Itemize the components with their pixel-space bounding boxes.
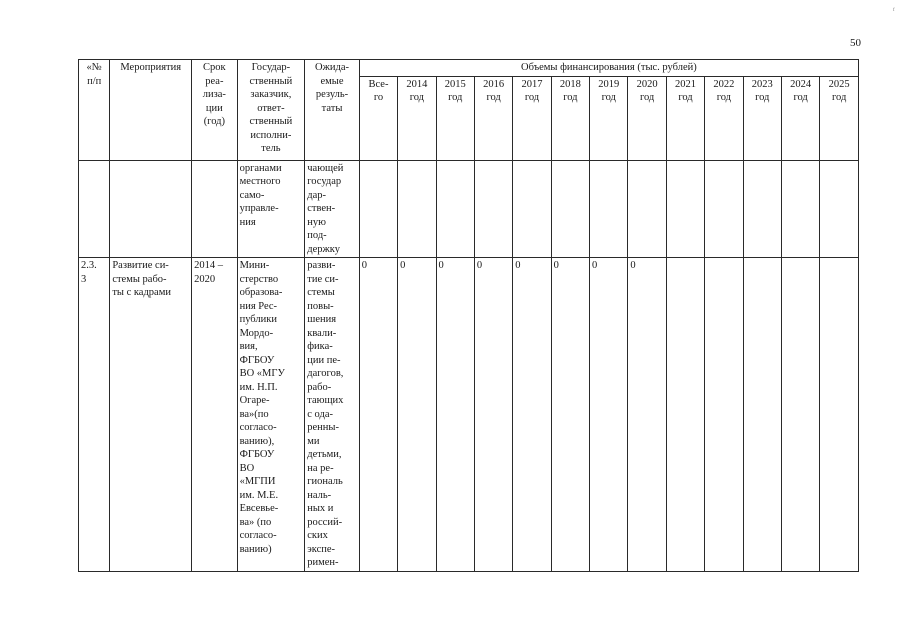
cell-year: [436, 160, 474, 258]
header-year: 2022 год: [705, 76, 743, 160]
header-measures: Мероприятия: [110, 60, 192, 161]
header-year: 2021 год: [666, 76, 704, 160]
cell-year: 0: [551, 258, 589, 572]
header-year: 2020 год: [628, 76, 666, 160]
cell-num: 2.3. 3: [79, 258, 110, 572]
cell-customer: органами местного само- управле- ния: [237, 160, 305, 258]
cell-year: [705, 258, 743, 572]
header-year: 2023 год: [743, 76, 781, 160]
header-total: Все- го: [359, 76, 397, 160]
header-num: «№ п/п: [79, 60, 110, 161]
cell-year: [513, 160, 551, 258]
cell-year: 0: [398, 258, 436, 572]
financing-table: [78, 59, 859, 572]
cell-year: [743, 160, 781, 258]
header-year: 2025 год: [820, 76, 859, 160]
header-year: 2014 год: [398, 76, 436, 160]
cell-year: [551, 160, 589, 258]
cell-year: 0: [513, 258, 551, 572]
cell-year: [781, 258, 819, 572]
cell-num: [79, 160, 110, 258]
table-row: [79, 160, 859, 258]
cell-measure: Развитие си- стемы рабо- ты с кадрами: [110, 258, 192, 572]
header-term: Срок реа- лиза- ции (год): [192, 60, 237, 161]
cell-results: чающей государ дар- ствен- ную под- держку: [305, 160, 360, 258]
cell-year: [705, 160, 743, 258]
header-year: 2024 год: [781, 76, 819, 160]
header-year: 2018 год: [551, 76, 589, 160]
cell-year: [743, 258, 781, 572]
cell-term: [192, 160, 237, 258]
header-year: 2017 год: [513, 76, 551, 160]
cell-results: разви- тие си- стемы повы- шения квали- фика- ции пе- дагогов, рабо- тающих с ода- ренны- ми детьми, на ре- гиональ наль- ных и россий- ских экспе- римен-: [305, 258, 360, 572]
cell-measure: [110, 160, 192, 258]
cell-year: [628, 160, 666, 258]
cell-year: [666, 258, 704, 572]
cell-year: [398, 160, 436, 258]
cell-year: 0: [436, 258, 474, 572]
cell-customer: Мини- стерство образова- ния Рес- публики Мордо- вия, ФГБОУ ВО «МГУ им. Н.П. Огаре- ва»(по согласо- ванию), ФГБОУ ВО «МГПИ им. М.Е. Евсевье- ва» (по согласо- ванию): [237, 258, 305, 572]
header-row: [79, 60, 859, 77]
cell-year: 0: [590, 258, 628, 572]
header-results: Ожида- емые резуль- таты: [305, 60, 360, 161]
cell-year: [474, 160, 512, 258]
cell-year: [820, 160, 859, 258]
cell-total: [359, 160, 397, 258]
cell-year: 0: [628, 258, 666, 572]
cell-term: 2014 – 2020: [192, 258, 237, 572]
cell-year: 0: [474, 258, 512, 572]
header-funding-group: Объемы финансирования (тыс. рублей): [359, 60, 858, 77]
header-year: 2019 год: [590, 76, 628, 160]
header-customer: Государ- ственный заказчик, ответ- ственный исполни- тель: [237, 60, 305, 161]
cell-total: 0: [359, 258, 397, 572]
page-number: 50: [850, 37, 861, 49]
cell-year: [666, 160, 704, 258]
cell-year: [590, 160, 628, 258]
cell-year: [781, 160, 819, 258]
corner-mark: ᶠ: [893, 6, 895, 15]
header-year: 2016 год: [474, 76, 512, 160]
cell-year: [820, 258, 859, 572]
table-row: [79, 258, 859, 572]
header-year: 2015 год: [436, 76, 474, 160]
